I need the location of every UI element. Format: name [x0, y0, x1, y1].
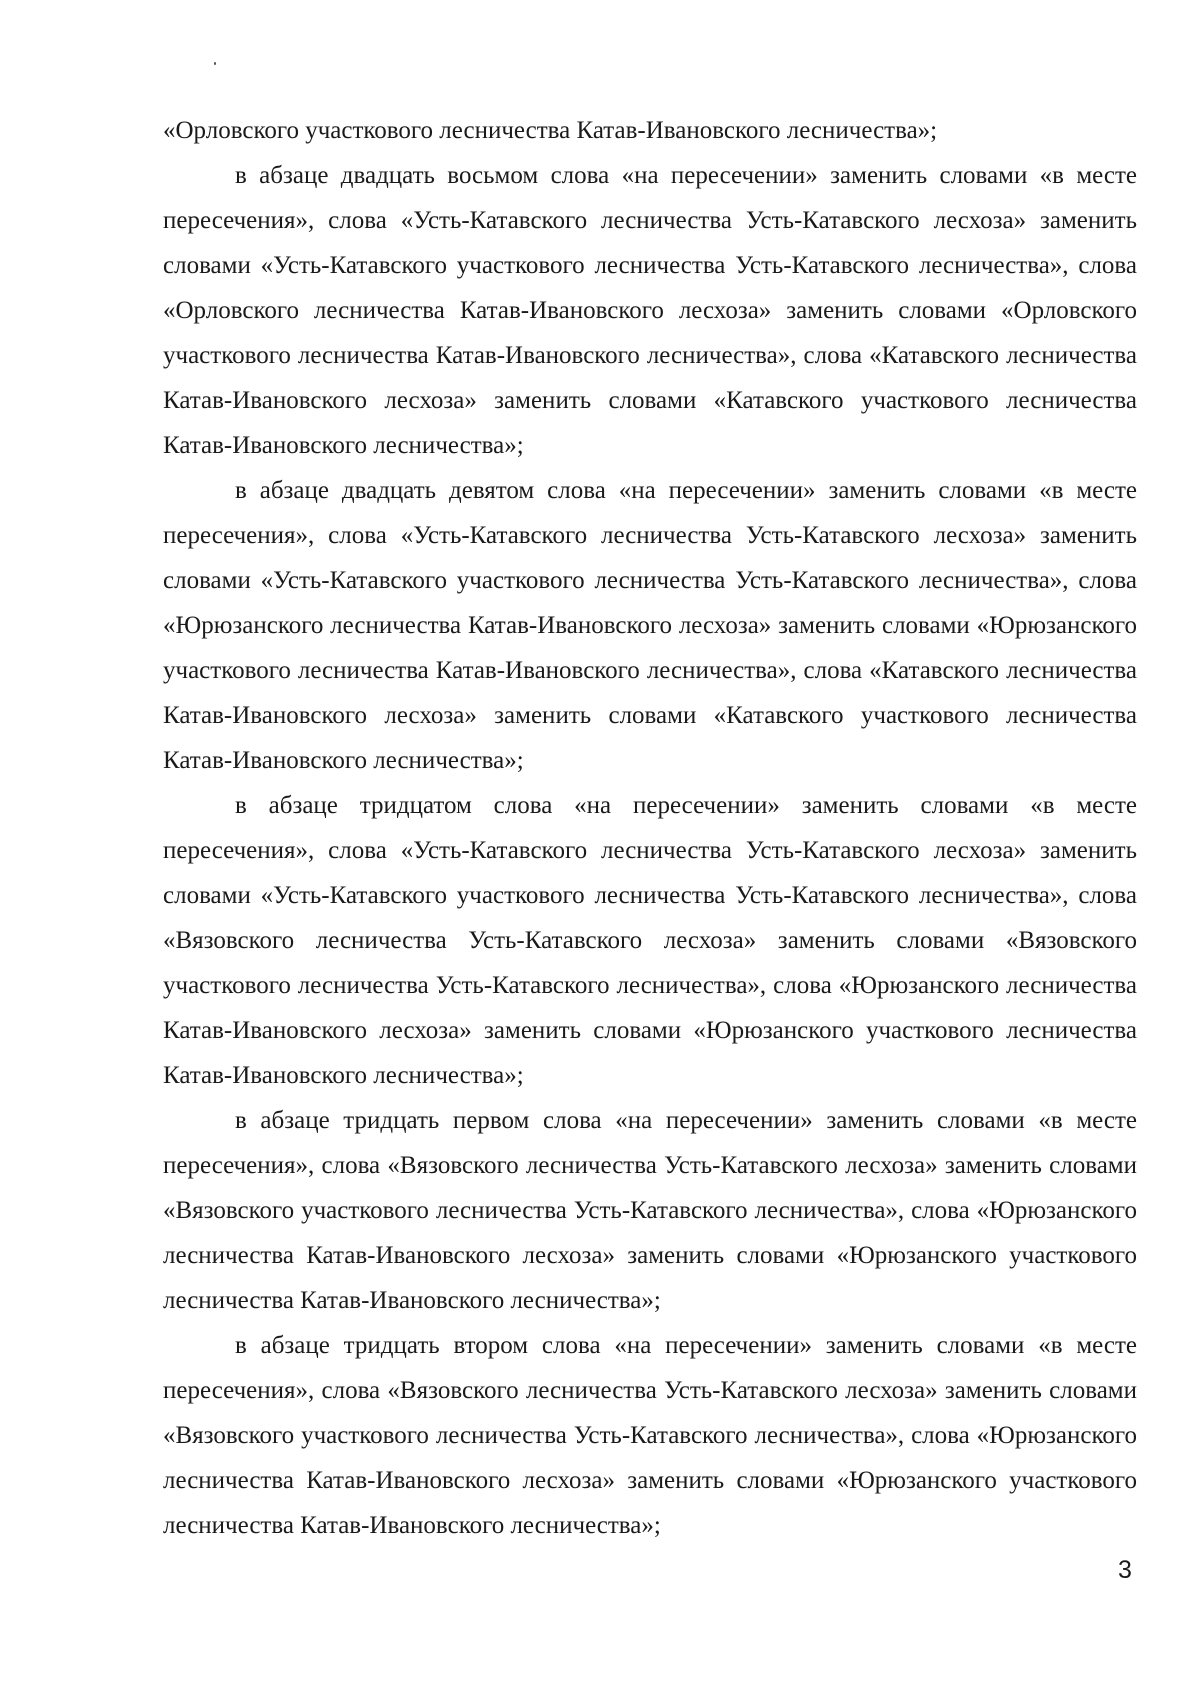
paragraph-28: в абзаце двадцать восьмом слова «на пересечении» заменить словами «в месте пересечения», слова «Усть-Катавского лесничества Усть-Катавского лесхоза» заменить словами «Усть-Катавского участкового лесничества Усть-Катавского лесничества», слова «Орловского лесничества Катав-Ивановского лесхоза» заменить словами «Орловского участкового лесничества Катав-Ивановского лесничества», слова «Катавского лесничества Катав-Ивановского лесхоза» заменить словами «Катавского участкового лесничества Катав-Ивановского лесничества»; [163, 162, 1137, 459]
paragraph-continuation: «Орловского участкового лесничества Катав-Ивановского лесничества»; [163, 117, 938, 144]
paragraph-31: в абзаце тридцать первом слова «на пересечении» заменить словами «в месте пересечения», слова «Вязовского лесничества Усть-Катавского лесхоза» заменить словами «Вязовского участкового лесничества Усть-Катавского лесничества», слова «Юрюзанского лесничества Катав-Ивановского лесхоза» заменить словами «Юрюзанского участкового лесничества Катав-Ивановского лесничества»; [163, 1107, 1137, 1314]
paragraph-32: в абзаце тридцать втором слова «на пересечении» заменить словами «в месте пересечения», слова «Вязовского лесничества Усть-Катавского лесхоза» заменить словами «Вязовского участкового лесничества Усть-Катавского лесничества», слова «Юрюзанского лесничества Катав-Ивановского лесхоза» заменить словами «Юрюзанского участкового лесничества Катав-Ивановского лесничества»; [163, 1332, 1137, 1539]
page-number: 3 [1118, 1556, 1132, 1584]
document-body [163, 108, 1137, 1548]
paragraph-29: в абзаце двадцать девятом слова «на пересечении» заменить словами «в месте пересечения», слова «Усть-Катавского лесничества Усть-Катавского лесхоза» заменить словами «Усть-Катавского участкового лесничества Усть-Катавского лесничества», слова «Юрюзанского лесничества Катав-Ивановского лесхоза» заменить словами «Юрюзанского участкового лесничества Катав-Ивановского лесничества», слова «Катавского лесничества Катав-Ивановского лесхоза» заменить словами «Катавского участкового лесничества Катав-Ивановского лесничества»; [163, 477, 1137, 774]
paragraph-30: в абзаце тридцатом слова «на пересечении» заменить словами «в месте пересечения», слова «Усть-Катавского лесничества Усть-Катавского лесхоза» заменить словами «Усть-Катавского участкового лесничества Усть-Катавского лесничества», слова «Вязовского лесничества Усть-Катавского лесхоза» заменить словами «Вязовского участкового лесничества Усть-Катавского лесничества», слова «Юрюзанского лесничества Катав-Ивановского лесхоза» заменить словами «Юрюзанского участкового лесничества Катав-Ивановского лесничества»; [163, 792, 1137, 1089]
scan-speck [214, 62, 216, 65]
